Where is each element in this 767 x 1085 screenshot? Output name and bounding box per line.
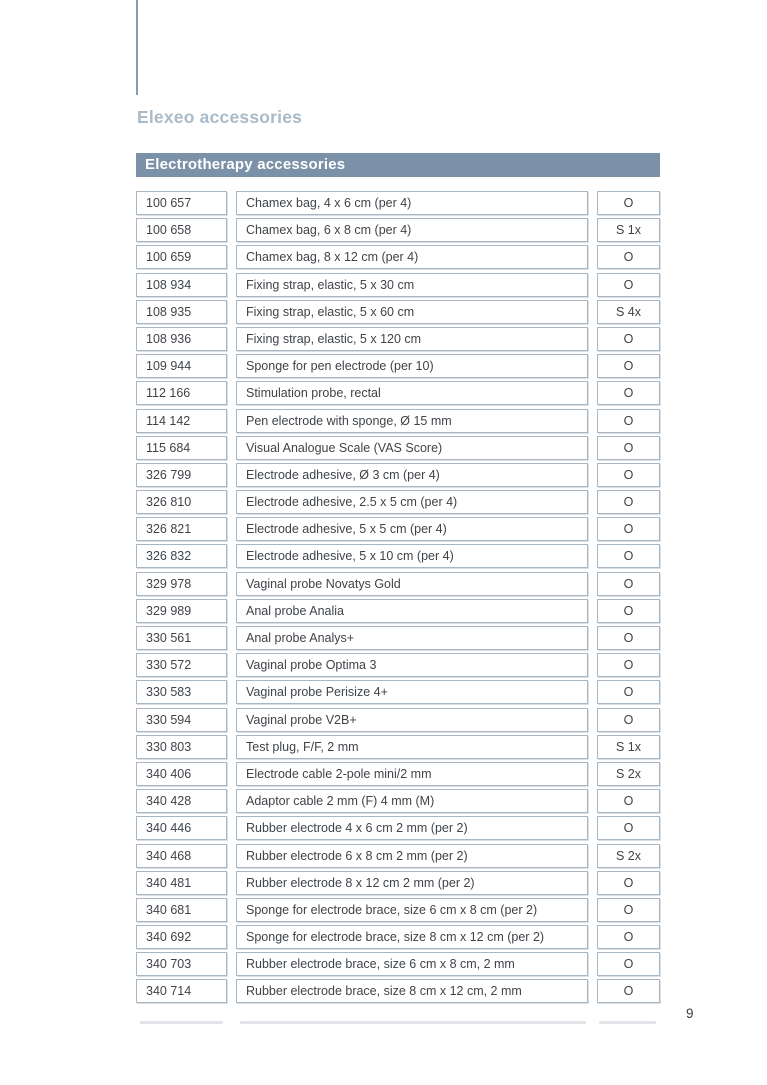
table-row [136, 979, 660, 1003]
cell-code: 340 703 [136, 952, 227, 976]
table-row [136, 517, 660, 541]
cell-status: O [597, 816, 660, 840]
cell-description: Chamex bag, 4 x 6 cm (per 4) [236, 191, 588, 215]
table-row [136, 626, 660, 650]
cell-code: 340 681 [136, 898, 227, 922]
table-row [136, 572, 660, 596]
cell-code: 108 934 [136, 273, 227, 297]
table-row [136, 354, 660, 378]
cell-status: O [597, 626, 660, 650]
table-row [136, 490, 660, 514]
table-row [136, 871, 660, 895]
cell-code: 330 572 [136, 653, 227, 677]
cell-code: 330 594 [136, 708, 227, 732]
cell-description: Rubber electrode 6 x 8 cm 2 mm (per 2) [236, 844, 588, 868]
table-row [136, 544, 660, 568]
cell-description: Sponge for pen electrode (per 10) [236, 354, 588, 378]
cell-description: Electrode cable 2-pole mini/2 mm [236, 762, 588, 786]
vertical-rule [136, 0, 138, 95]
table-row [136, 844, 660, 868]
table-row [136, 653, 660, 677]
cell-status: S 2x [597, 844, 660, 868]
cell-status: O [597, 409, 660, 433]
cell-status: O [597, 952, 660, 976]
cell-code: 100 657 [136, 191, 227, 215]
cell-description: Chamex bag, 8 x 12 cm (per 4) [236, 245, 588, 269]
cell-description: Vaginal probe V2B+ [236, 708, 588, 732]
table-row [136, 300, 660, 324]
cell-description: Electrode adhesive, 2.5 x 5 cm (per 4) [236, 490, 588, 514]
cell-code: 108 936 [136, 327, 227, 351]
cell-code: 340 481 [136, 871, 227, 895]
cell-code: 326 810 [136, 490, 227, 514]
next-row-hint-description [240, 1021, 586, 1024]
cell-code: 330 803 [136, 735, 227, 759]
cell-status: O [597, 436, 660, 460]
cell-code: 340 714 [136, 979, 227, 1003]
table-row [136, 463, 660, 487]
table-row [136, 952, 660, 976]
cell-status: S 1x [597, 218, 660, 242]
cell-code: 340 446 [136, 816, 227, 840]
cell-description: Sponge for electrode brace, size 8 cm x 12 cm (per 2) [236, 925, 588, 949]
cell-code: 340 692 [136, 925, 227, 949]
cell-status: O [597, 245, 660, 269]
cell-description: Electrode adhesive, 5 x 5 cm (per 4) [236, 517, 588, 541]
cell-status: S 1x [597, 735, 660, 759]
cell-status: O [597, 979, 660, 1003]
next-row-hint-code [140, 1021, 223, 1024]
table-row [136, 599, 660, 623]
cell-code: 326 821 [136, 517, 227, 541]
cell-status: O [597, 789, 660, 813]
cell-status: O [597, 599, 660, 623]
cell-description: Anal probe Analia [236, 599, 588, 623]
cell-status: O [597, 490, 660, 514]
cell-code: 340 406 [136, 762, 227, 786]
table-row [136, 708, 660, 732]
cell-description: Stimulation probe, rectal [236, 381, 588, 405]
cell-status: O [597, 354, 660, 378]
cell-description: Anal probe Analys+ [236, 626, 588, 650]
table-row [136, 436, 660, 460]
cell-description: Pen electrode with sponge, Ø 15 mm [236, 409, 588, 433]
table-row [136, 245, 660, 269]
page-number: 9 [686, 1006, 694, 1021]
cell-status: S 2x [597, 762, 660, 786]
cell-status: O [597, 327, 660, 351]
cell-code: 329 989 [136, 599, 227, 623]
cell-status: O [597, 925, 660, 949]
cell-status: S 4x [597, 300, 660, 324]
cell-code: 329 978 [136, 572, 227, 596]
cell-description: Fixing strap, elastic, 5 x 30 cm [236, 273, 588, 297]
table-row [136, 409, 660, 433]
cell-code: 100 658 [136, 218, 227, 242]
cell-description: Visual Analogue Scale (VAS Score) [236, 436, 588, 460]
cell-description: Fixing strap, elastic, 5 x 120 cm [236, 327, 588, 351]
cell-status: O [597, 463, 660, 487]
cell-status: O [597, 572, 660, 596]
cell-description: Vaginal probe Novatys Gold [236, 572, 588, 596]
cell-description: Sponge for electrode brace, size 6 cm x 8 cm (per 2) [236, 898, 588, 922]
cell-code: 326 799 [136, 463, 227, 487]
cell-description: Chamex bag, 6 x 8 cm (per 4) [236, 218, 588, 242]
cell-code: 100 659 [136, 245, 227, 269]
cell-status: O [597, 898, 660, 922]
cell-description: Rubber electrode brace, size 6 cm x 8 cm, 2 mm [236, 952, 588, 976]
cell-code: 109 944 [136, 354, 227, 378]
cell-description: Rubber electrode 4 x 6 cm 2 mm (per 2) [236, 816, 588, 840]
table-row [136, 898, 660, 922]
cell-code: 340 428 [136, 789, 227, 813]
cell-code: 326 832 [136, 544, 227, 568]
cell-status: O [597, 191, 660, 215]
table-row [136, 762, 660, 786]
table-row [136, 680, 660, 704]
cell-description: Rubber electrode 8 x 12 cm 2 mm (per 2) [236, 871, 588, 895]
cell-description: Adaptor cable 2 mm (F) 4 mm (M) [236, 789, 588, 813]
table-header-label: Electrotherapy accessories [145, 156, 346, 173]
cell-status: O [597, 273, 660, 297]
table-row [136, 273, 660, 297]
cell-status: O [597, 517, 660, 541]
cell-code: 114 142 [136, 409, 227, 433]
cell-description: Electrode adhesive, 5 x 10 cm (per 4) [236, 544, 588, 568]
table-row [136, 218, 660, 242]
table-row [136, 925, 660, 949]
cell-description: Fixing strap, elastic, 5 x 60 cm [236, 300, 588, 324]
cell-code: 108 935 [136, 300, 227, 324]
table-row [136, 735, 660, 759]
cell-code: 330 561 [136, 626, 227, 650]
next-row-hint-status [599, 1021, 656, 1024]
cell-description: Vaginal probe Perisize 4+ [236, 680, 588, 704]
cell-status: O [597, 381, 660, 405]
cell-status: O [597, 680, 660, 704]
table-row [136, 789, 660, 813]
cell-description: Rubber electrode brace, size 8 cm x 12 cm, 2 mm [236, 979, 588, 1003]
cell-status: O [597, 708, 660, 732]
cell-description: Test plug, F/F, 2 mm [236, 735, 588, 759]
table-row [136, 381, 660, 405]
cell-code: 115 684 [136, 436, 227, 460]
cell-code: 340 468 [136, 844, 227, 868]
cell-status: O [597, 653, 660, 677]
cell-code: 112 166 [136, 381, 227, 405]
table-row [136, 191, 660, 215]
cell-description: Vaginal probe Optima 3 [236, 653, 588, 677]
table-header-bar [136, 153, 660, 177]
section-title: Elexeo accessories [137, 107, 303, 127]
cell-status: O [597, 544, 660, 568]
accessories-table [136, 191, 660, 1003]
table-row [136, 816, 660, 840]
cell-description: Electrode adhesive, Ø 3 cm (per 4) [236, 463, 588, 487]
table-row [136, 327, 660, 351]
cell-code: 330 583 [136, 680, 227, 704]
cell-status: O [597, 871, 660, 895]
